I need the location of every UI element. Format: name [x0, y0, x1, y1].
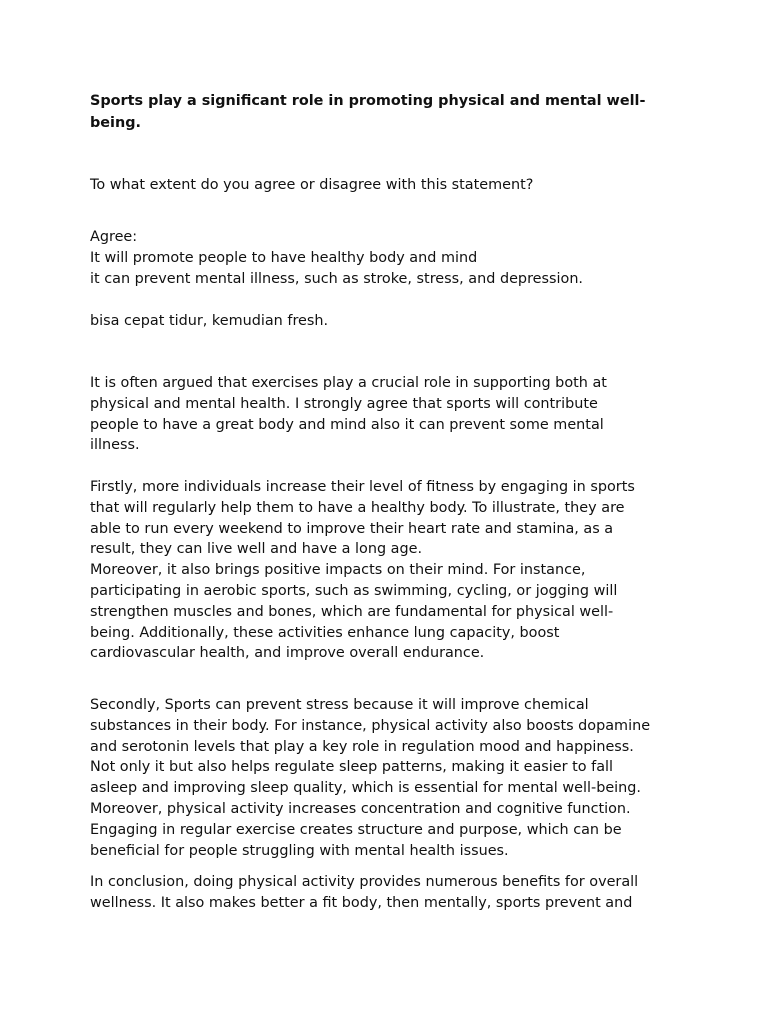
- essay-title-line: Sports play a significant role in promoting physical and mental well-: [90, 93, 646, 109]
- paragraph-line: asleep and improving sleep quality, which is essential for mental well-being.: [90, 780, 642, 797]
- agree-notes: [90, 227, 690, 289]
- paragraph-line: substances in their body. For instance, physical activity also boosts dopamine: [90, 717, 651, 734]
- paragraph-line: being. Additionally, these activities enhance lung capacity, boost: [90, 624, 560, 641]
- paragraph-line: and serotonin levels that play a key role in regulation mood and happiness.: [90, 738, 634, 755]
- question-text: To what extent do you agree or disagree with this statement?: [90, 177, 534, 193]
- agree-label: Agree:: [90, 229, 138, 245]
- paragraph-line: Firstly, more individuals increase their level of fitness by engaging in sports: [90, 479, 635, 495]
- paragraph-line: In conclusion, doing physical activity provides numerous benefits for overall: [90, 874, 639, 890]
- paragraph-line: result, they can live well and have a long age.: [90, 541, 423, 558]
- paragraph-line: beneficial for people struggling with mental health issues.: [90, 842, 509, 859]
- essay-title-line: being.: [90, 114, 142, 131]
- paragraph-line: Not only it but also helps regulate sleep patterns, making it easier to fall: [90, 759, 614, 776]
- paragraph-line: cardiovascular health, and improve overall endurance.: [90, 645, 485, 662]
- paragraph-line: that will regularly help them to have a healthy body. To illustrate, they are: [90, 499, 625, 516]
- paragraph-line: able to run every weekend to improve their heart rate and stamina, as a: [90, 520, 614, 537]
- paragraph-line: physical and mental health. I strongly agree that sports will contribute: [90, 395, 598, 412]
- side-note: [90, 311, 690, 332]
- paragraph-line: Moreover, it also brings positive impacts on their mind. For instance,: [90, 562, 586, 579]
- body-paragraph-2: [90, 695, 690, 861]
- essay-title: [90, 91, 690, 134]
- paragraph-line: It is often argued that exercises play a crucial role in supporting both at: [90, 375, 607, 391]
- intro-paragraph: [90, 373, 690, 456]
- agree-point: It will promote people to have healthy body and mind: [90, 249, 478, 266]
- paragraph-line: Secondly, Sports can prevent stress because it will improve chemical: [90, 697, 589, 713]
- paragraph-line: participating in aerobic sports, such as swimming, cycling, or jogging will: [90, 582, 618, 599]
- essay-question: [90, 175, 690, 196]
- paragraph-line: Moreover, physical activity increases concentration and cognitive function.: [90, 800, 631, 817]
- paragraph-line: people to have a great body and mind also it can prevent some mental: [90, 416, 604, 433]
- side-note-text: bisa cepat tidur, kemudian fresh.: [90, 313, 329, 329]
- paragraph-line: strengthen muscles and bones, which are fundamental for physical well-: [90, 603, 614, 620]
- conclusion-paragraph: [90, 872, 690, 914]
- paragraph-line: illness.: [90, 437, 140, 454]
- paragraph-line: Engaging in regular exercise creates structure and purpose, which can be: [90, 821, 622, 838]
- body-paragraph-1: [90, 477, 690, 664]
- paragraph-line: wellness. It also makes better a fit body, then mentally, sports prevent and: [90, 894, 633, 911]
- agree-point: it can prevent mental illness, such as stroke, stress, and depression.: [90, 270, 584, 287]
